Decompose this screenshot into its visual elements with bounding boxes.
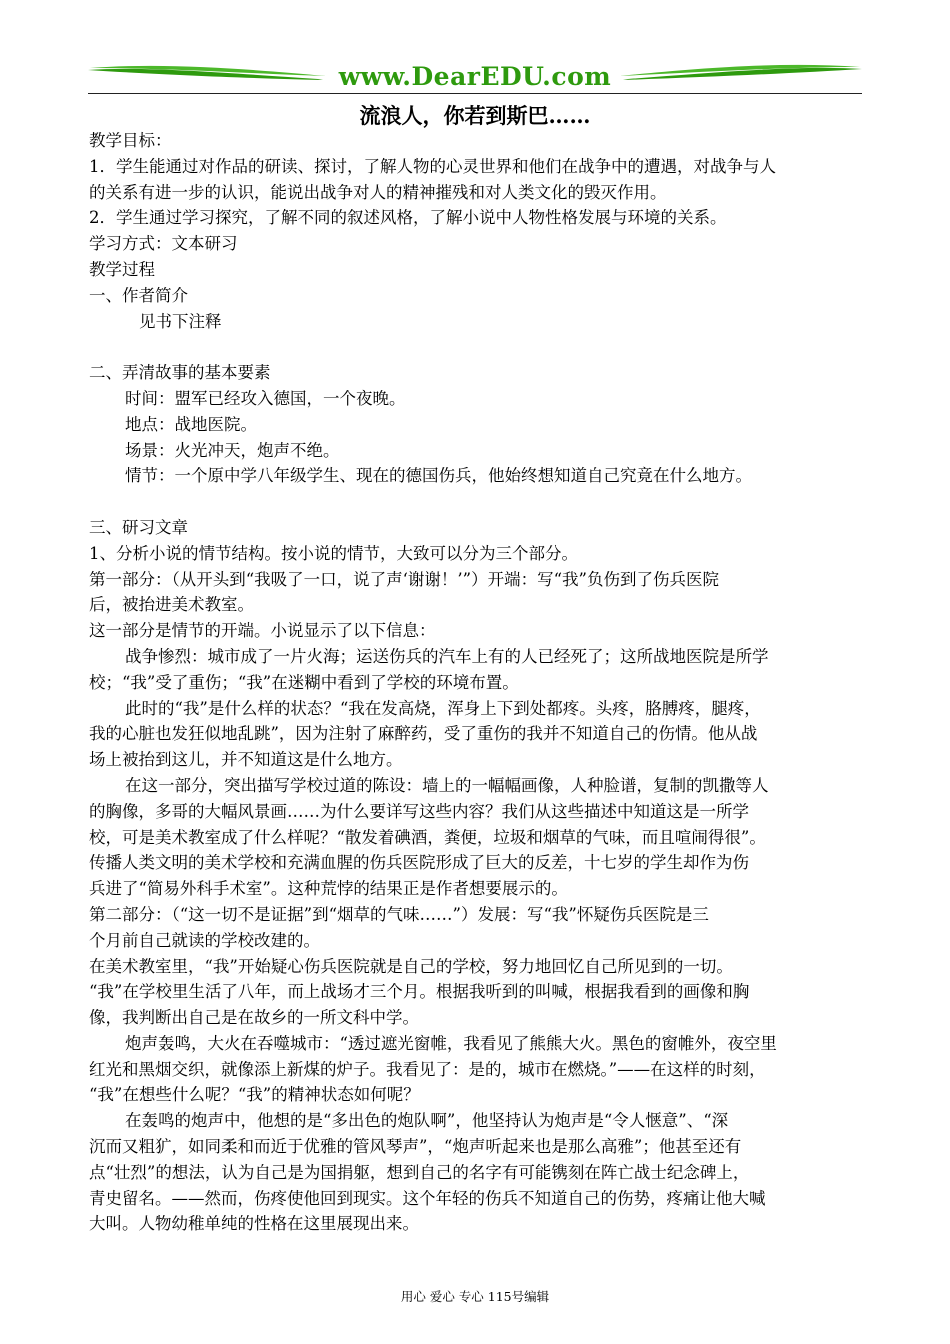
text-line: 时间：盟军已经攻入德国，一个夜晚。	[125, 388, 406, 408]
text-line: 场景：火光冲天，炮声不绝。	[125, 440, 340, 460]
header-rule	[88, 93, 862, 94]
text-line: 在轰鸣的炮声中，他想的是“多出色的炮队啊”，他坚持认为炮声是“令人惬意”、“深	[125, 1111, 729, 1131]
text-line: 情节：一个原中学八年级学生、现在的德国伤兵，他始终想知道自己究竟在什么地方。	[125, 466, 752, 486]
text-line: 学习方式：文本研习	[89, 234, 238, 254]
text-line: 我的心脏也发狂似地乱跳”，因为注射了麻醉药，受了重伤的我并不知道自己的伤情。他从战	[89, 724, 758, 744]
blank-line	[89, 489, 863, 515]
text-line: 沉而又粗犷，如同柔和而近于优雅的管风琴声”，“炮声听起来也是那么高雅”；他甚至还有	[89, 1137, 742, 1157]
text-line: 1、分析小说的情节结构。按小说的情节，大致可以分为三个部分。	[89, 543, 578, 563]
text-line: 第二部分：（“这一切不是证据”到“烟草的气味……”）发展：写“我”怀疑伤兵医院是三	[89, 904, 709, 924]
text-line: 见书下注释	[139, 311, 222, 331]
text-line: “我”在想些什么呢？“我”的精神状态如何呢？	[89, 1085, 420, 1105]
text-line: 此时的“我”是什么样的状态？“我在发高烧，浑身上下到处都疼。头疼，胳膊疼，腿疼，	[125, 698, 761, 718]
text-line: 红光和黑烟交织，就像添上新煤的炉子。我看见了：是的，城市在燃烧。”——在这样的时刻，	[89, 1059, 766, 1079]
text-line: 在这一部分，突出描写学校过道的陈设：墙上的一幅幅画像，人种脸谱，复制的凯撒等人	[125, 775, 769, 795]
text-line: 个月前自己就读的学校改建的。	[89, 930, 320, 950]
document-body	[89, 128, 863, 1237]
text-line: 的关系有进一步的认识，能说出战争对人的精神摧残和对人类文化的毁灭作用。	[89, 182, 667, 202]
text-line: 1．学生能通过对作品的研读、探讨，了解人物的心灵世界和他们在战争中的遭遇，对战争与人	[89, 156, 776, 176]
text-line: 2．学生通过学习探究，了解不同的叙述风格，了解小说中人物性格发展与环境的关系。	[89, 208, 727, 228]
text-line: 大叫。人物幼稚单纯的性格在这里展现出来。	[89, 1214, 419, 1234]
site-header-banner	[88, 60, 862, 100]
section-heading: 三、研习文章	[89, 517, 188, 537]
text-line: 这一部分是情节的开端。小说显示了以下信息：	[89, 621, 436, 641]
text-line: 在美术教室里，“我”开始疑心伤兵医院就是自己的学校，努力地回忆自己所见到的一切。	[89, 956, 733, 976]
text-line: 炮声轰鸣，大火在吞噬城市：“透过遮光窗帷，我看见了熊熊大火。黑色的窗帷外，夜空里	[125, 1033, 777, 1053]
page-title: 流浪人，你若到斯巴……	[359, 103, 591, 128]
blank-line	[89, 334, 863, 360]
text-line: 校；“我”受了重伤；“我”在迷糊中看到了学校的环境布置。	[89, 672, 519, 692]
text-line: 点“壮烈”的想法，认为自己是为国捐躯，想到自己的名字有可能镌刻在阵亡战士纪念碑上，	[89, 1162, 750, 1182]
text-line: 教学目标：	[89, 131, 172, 150]
text-line: 教学过程	[89, 259, 155, 279]
text-line: 像，我判断出自己是在故乡的一所文科中学。	[89, 1008, 419, 1028]
text-line: 第一部分：（从开头到“我吸了一口，说了声‘谢谢！’”）开端：写“我”负伤到了伤兵医院	[89, 569, 719, 589]
text-line: 传播人类文明的美术学校和充满血腥的伤兵医院形成了巨大的反差，十七岁的学生却作为伤	[89, 853, 749, 873]
section-heading: 一、作者简介	[89, 285, 188, 305]
text-line: 青史留名。——然而，伤疼使他回到现实。这个年轻的伤兵不知道自己的伤势，疼痛让他大喊	[89, 1188, 766, 1208]
site-url: www.DearEDU.com	[338, 62, 612, 91]
text-line: 校，可是美术教室成了什么样呢？“散发着碘酒，粪便，垃圾和烟草的气味，而且喧闹得很”。	[89, 827, 766, 847]
page-footer: 用心 爱心 专心 115号编辑	[400, 1289, 550, 1304]
text-line: 场上被抬到这儿，并不知道这是什么地方。	[89, 750, 403, 770]
text-line: “我”在学校里生活了八年，而上战场才三个月。根据我听到的叫喊，根据我看到的画像和胸	[89, 982, 750, 1002]
text-line: 兵进了“简易外科手术室”。这种荒悖的结果正是作者想要展示的。	[89, 879, 568, 899]
text-line: 地点：战地医院。	[125, 414, 257, 434]
text-line: 战争惨烈：城市成了一片火海；运送伤兵的汽车上有的人已经死了；这所战地医院是所学	[125, 646, 769, 666]
text-line: 的胸像，多哥的大幅风景画……为什么要详写这些内容？我们从这些描述中知道这是一所学	[89, 801, 749, 821]
text-line: 后，被抬进美术教室。	[89, 595, 254, 615]
section-heading: 二、弄清故事的基本要素	[89, 363, 271, 383]
